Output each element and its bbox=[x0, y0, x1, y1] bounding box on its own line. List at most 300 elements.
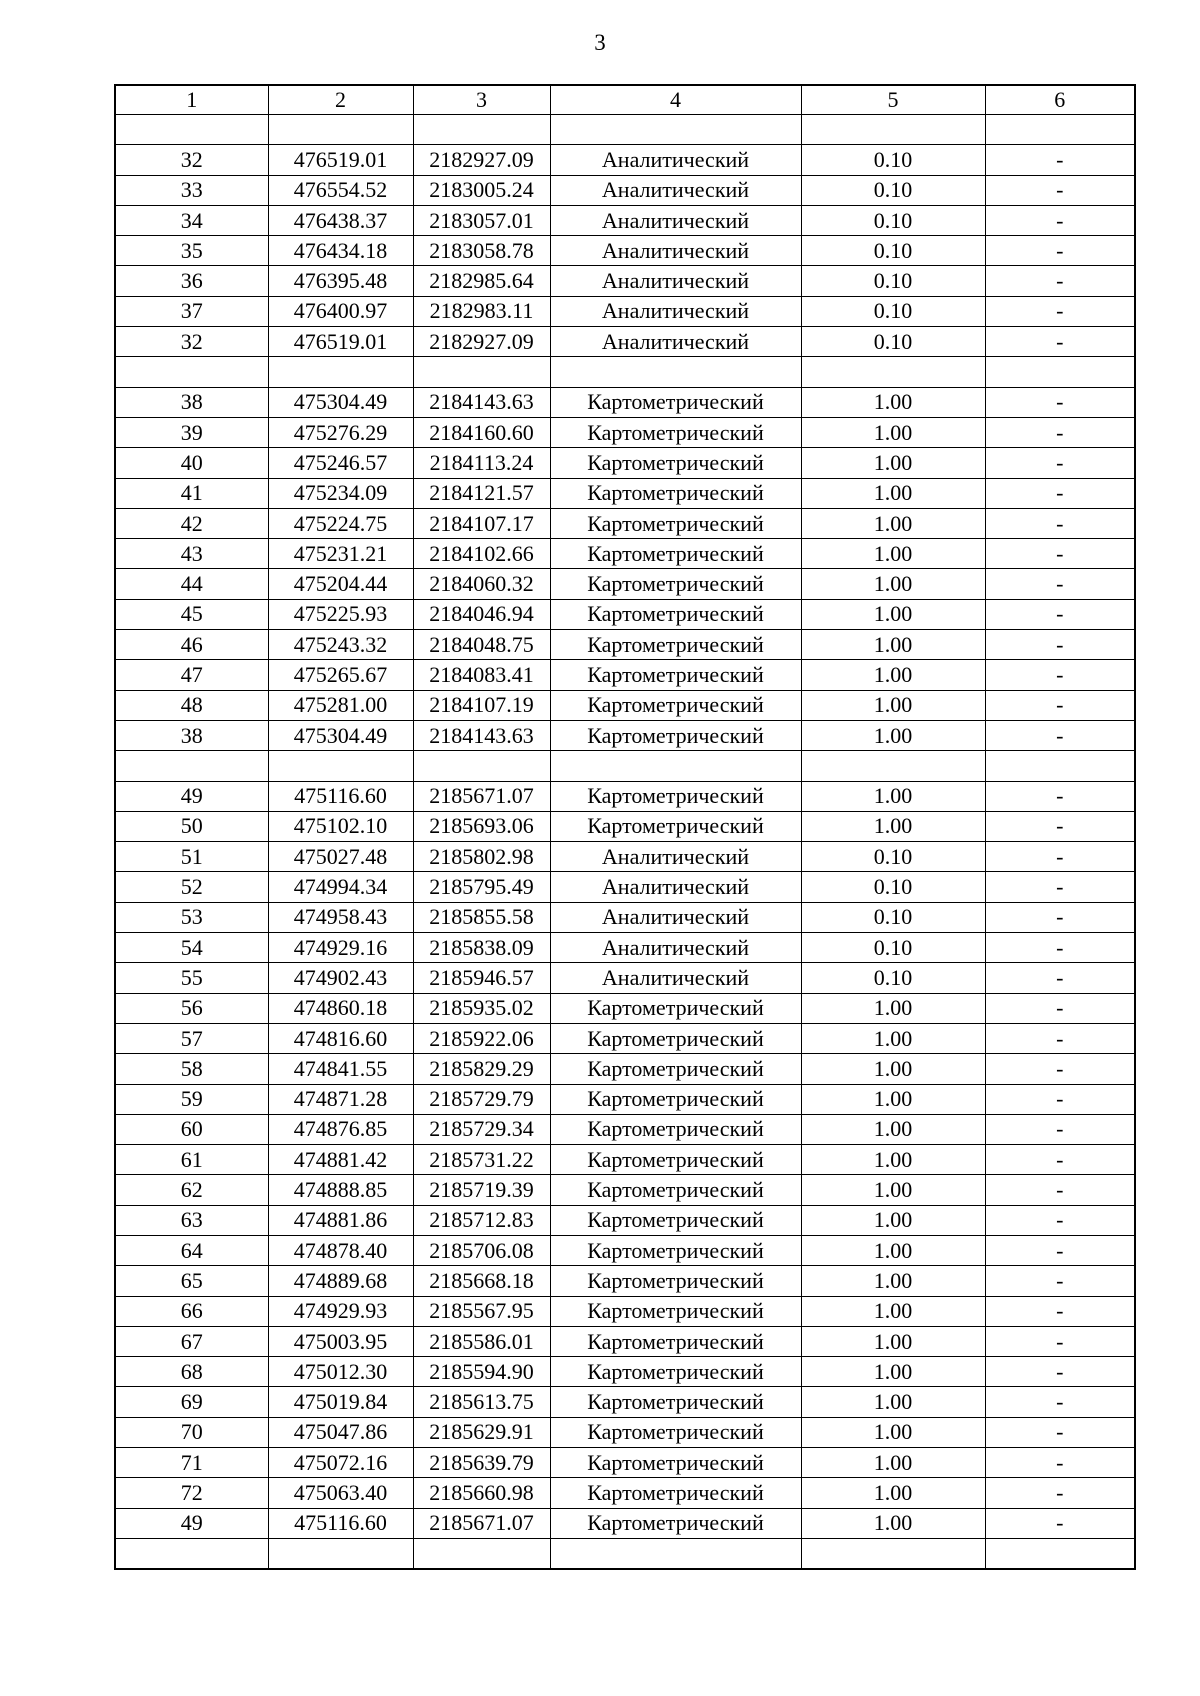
table-row bbox=[115, 327, 1135, 357]
x-coordinate-cell: 474889.68 bbox=[268, 1266, 413, 1296]
y-coordinate-cell: 2185712.83 bbox=[413, 1205, 550, 1235]
note-cell: - bbox=[985, 963, 1135, 993]
x-coordinate-cell: 476519.01 bbox=[268, 327, 413, 357]
method-cell: Аналитический bbox=[550, 327, 801, 357]
point-number-cell: 49 bbox=[115, 781, 268, 811]
note-cell: - bbox=[985, 508, 1135, 538]
accuracy-cell: 1.00 bbox=[801, 1266, 985, 1296]
accuracy-cell: 0.10 bbox=[801, 902, 985, 932]
point-number-cell: 57 bbox=[115, 1023, 268, 1053]
y-coordinate-cell: 2184113.24 bbox=[413, 448, 550, 478]
method-cell: Картометрический bbox=[550, 1145, 801, 1175]
y-coordinate-cell: 2185729.34 bbox=[413, 1114, 550, 1144]
y-coordinate-cell: 2185935.02 bbox=[413, 993, 550, 1023]
x-coordinate-cell: 475265.67 bbox=[268, 660, 413, 690]
accuracy-cell: 1.00 bbox=[801, 811, 985, 841]
y-coordinate-cell: 2184060.32 bbox=[413, 569, 550, 599]
method-cell: Аналитический bbox=[550, 236, 801, 266]
x-coordinate-cell: 476434.18 bbox=[268, 236, 413, 266]
note-cell: - bbox=[985, 236, 1135, 266]
accuracy-cell: 1.00 bbox=[801, 720, 985, 750]
table-row bbox=[115, 842, 1135, 872]
note-cell: - bbox=[985, 690, 1135, 720]
accuracy-cell: 1.00 bbox=[801, 599, 985, 629]
table-row bbox=[115, 115, 1135, 145]
x-coordinate-cell: 474871.28 bbox=[268, 1084, 413, 1114]
note-cell: - bbox=[985, 630, 1135, 660]
note-cell: - bbox=[985, 720, 1135, 750]
table-row bbox=[115, 1448, 1135, 1478]
table-row bbox=[115, 902, 1135, 932]
point-number-cell: 33 bbox=[115, 175, 268, 205]
method-cell bbox=[550, 115, 801, 145]
point-number-cell: 49 bbox=[115, 1508, 268, 1538]
method-cell: Аналитический bbox=[550, 842, 801, 872]
x-coordinate-cell: 474994.34 bbox=[268, 872, 413, 902]
note-cell: - bbox=[985, 1387, 1135, 1417]
method-cell: Картометрический bbox=[550, 1114, 801, 1144]
table-row bbox=[115, 630, 1135, 660]
accuracy-cell: 1.00 bbox=[801, 478, 985, 508]
y-coordinate-cell: 2185838.09 bbox=[413, 933, 550, 963]
method-cell: Картометрический bbox=[550, 569, 801, 599]
method-cell: Картометрический bbox=[550, 1508, 801, 1538]
table-row bbox=[115, 1205, 1135, 1235]
x-coordinate-cell: 474881.86 bbox=[268, 1205, 413, 1235]
table-row bbox=[115, 1235, 1135, 1265]
method-cell: Картометрический bbox=[550, 448, 801, 478]
x-coordinate-cell: 474929.93 bbox=[268, 1296, 413, 1326]
note-cell: - bbox=[985, 811, 1135, 841]
y-coordinate-cell: 2185629.91 bbox=[413, 1417, 550, 1447]
y-coordinate-cell: 2185802.98 bbox=[413, 842, 550, 872]
table-row bbox=[115, 478, 1135, 508]
accuracy-cell: 0.10 bbox=[801, 933, 985, 963]
method-cell: Аналитический bbox=[550, 902, 801, 932]
method-cell bbox=[550, 357, 801, 387]
note-cell bbox=[985, 1538, 1135, 1569]
method-cell: Аналитический bbox=[550, 963, 801, 993]
accuracy-cell: 1.00 bbox=[801, 1084, 985, 1114]
x-coordinate-cell: 474860.18 bbox=[268, 993, 413, 1023]
point-number-cell: 70 bbox=[115, 1417, 268, 1447]
y-coordinate-cell: 2184160.60 bbox=[413, 417, 550, 447]
y-coordinate-cell: 2184046.94 bbox=[413, 599, 550, 629]
y-coordinate-cell: 2182927.09 bbox=[413, 327, 550, 357]
x-coordinate-cell: 475047.86 bbox=[268, 1417, 413, 1447]
method-cell: Аналитический bbox=[550, 296, 801, 326]
accuracy-cell: 1.00 bbox=[801, 1326, 985, 1356]
method-cell: Картометрический bbox=[550, 1205, 801, 1235]
point-number-cell: 54 bbox=[115, 933, 268, 963]
y-coordinate-cell: 2185855.58 bbox=[413, 902, 550, 932]
accuracy-cell: 1.00 bbox=[801, 508, 985, 538]
method-cell: Картометрический bbox=[550, 478, 801, 508]
note-cell: - bbox=[985, 1266, 1135, 1296]
x-coordinate-cell bbox=[268, 357, 413, 387]
table-row bbox=[115, 205, 1135, 235]
note-cell: - bbox=[985, 1145, 1135, 1175]
table-row bbox=[115, 1417, 1135, 1447]
point-number-cell: 62 bbox=[115, 1175, 268, 1205]
note-cell: - bbox=[985, 175, 1135, 205]
accuracy-cell: 1.00 bbox=[801, 781, 985, 811]
table-row bbox=[115, 751, 1135, 781]
x-coordinate-cell: 475116.60 bbox=[268, 781, 413, 811]
x-coordinate-cell: 475234.09 bbox=[268, 478, 413, 508]
point-number-cell: 46 bbox=[115, 630, 268, 660]
table-row bbox=[115, 993, 1135, 1023]
point-number-cell bbox=[115, 751, 268, 781]
note-cell: - bbox=[985, 539, 1135, 569]
accuracy-cell: 1.00 bbox=[801, 1296, 985, 1326]
y-coordinate-cell: 2184102.66 bbox=[413, 539, 550, 569]
note-cell: - bbox=[985, 1235, 1135, 1265]
x-coordinate-cell: 475102.10 bbox=[268, 811, 413, 841]
x-coordinate-cell: 475116.60 bbox=[268, 1508, 413, 1538]
point-number-cell: 38 bbox=[115, 387, 268, 417]
y-coordinate-cell: 2185639.79 bbox=[413, 1448, 550, 1478]
method-cell: Картометрический bbox=[550, 1023, 801, 1053]
header-cell-1: 1 bbox=[115, 85, 268, 115]
y-coordinate-cell: 2184083.41 bbox=[413, 660, 550, 690]
y-coordinate-cell: 2185731.22 bbox=[413, 1145, 550, 1175]
x-coordinate-cell: 474876.85 bbox=[268, 1114, 413, 1144]
table-row bbox=[115, 448, 1135, 478]
accuracy-cell: 1.00 bbox=[801, 448, 985, 478]
accuracy-cell: 1.00 bbox=[801, 1387, 985, 1417]
table-row bbox=[115, 1114, 1135, 1144]
method-cell: Картометрический bbox=[550, 630, 801, 660]
x-coordinate-cell: 475063.40 bbox=[268, 1478, 413, 1508]
method-cell: Картометрический bbox=[550, 1296, 801, 1326]
method-cell: Картометрический bbox=[550, 1054, 801, 1084]
point-number-cell: 47 bbox=[115, 660, 268, 690]
accuracy-cell: 1.00 bbox=[801, 1478, 985, 1508]
x-coordinate-cell: 476395.48 bbox=[268, 266, 413, 296]
y-coordinate-cell: 2185586.01 bbox=[413, 1326, 550, 1356]
method-cell: Картометрический bbox=[550, 1235, 801, 1265]
x-coordinate-cell: 476400.97 bbox=[268, 296, 413, 326]
method-cell bbox=[550, 751, 801, 781]
x-coordinate-cell: 475204.44 bbox=[268, 569, 413, 599]
point-number-cell: 32 bbox=[115, 327, 268, 357]
point-number-cell: 63 bbox=[115, 1205, 268, 1235]
y-coordinate-cell: 2185567.95 bbox=[413, 1296, 550, 1326]
method-cell: Картометрический bbox=[550, 1387, 801, 1417]
point-number-cell: 72 bbox=[115, 1478, 268, 1508]
y-coordinate-cell: 2185613.75 bbox=[413, 1387, 550, 1417]
accuracy-cell: 1.00 bbox=[801, 1054, 985, 1084]
y-coordinate-cell: 2185668.18 bbox=[413, 1266, 550, 1296]
note-cell: - bbox=[985, 1054, 1135, 1084]
x-coordinate-cell: 475246.57 bbox=[268, 448, 413, 478]
accuracy-cell: 1.00 bbox=[801, 1448, 985, 1478]
note-cell: - bbox=[985, 660, 1135, 690]
point-number-cell: 52 bbox=[115, 872, 268, 902]
x-coordinate-cell: 475072.16 bbox=[268, 1448, 413, 1478]
note-cell: - bbox=[985, 599, 1135, 629]
table-row bbox=[115, 1145, 1135, 1175]
method-cell: Картометрический bbox=[550, 1357, 801, 1387]
note-cell: - bbox=[985, 296, 1135, 326]
method-cell: Картометрический bbox=[550, 660, 801, 690]
table-row bbox=[115, 1084, 1135, 1114]
x-coordinate-cell: 474929.16 bbox=[268, 933, 413, 963]
note-cell: - bbox=[985, 902, 1135, 932]
note-cell: - bbox=[985, 1296, 1135, 1326]
table-row bbox=[115, 417, 1135, 447]
accuracy-cell: 1.00 bbox=[801, 1508, 985, 1538]
note-cell: - bbox=[985, 1508, 1135, 1538]
header-cell-6: 6 bbox=[985, 85, 1135, 115]
note-cell: - bbox=[985, 993, 1135, 1023]
accuracy-cell bbox=[801, 1538, 985, 1569]
method-cell: Картометрический bbox=[550, 781, 801, 811]
accuracy-cell: 0.10 bbox=[801, 145, 985, 175]
accuracy-cell bbox=[801, 751, 985, 781]
method-cell: Аналитический bbox=[550, 933, 801, 963]
accuracy-cell: 1.00 bbox=[801, 630, 985, 660]
table-row bbox=[115, 569, 1135, 599]
point-number-cell: 66 bbox=[115, 1296, 268, 1326]
note-cell: - bbox=[985, 1448, 1135, 1478]
table-row bbox=[115, 145, 1135, 175]
y-coordinate-cell bbox=[413, 1538, 550, 1569]
point-number-cell: 36 bbox=[115, 266, 268, 296]
table-row bbox=[115, 1326, 1135, 1356]
note-cell: - bbox=[985, 478, 1135, 508]
x-coordinate-cell bbox=[268, 751, 413, 781]
method-cell: Картометрический bbox=[550, 508, 801, 538]
point-number-cell: 40 bbox=[115, 448, 268, 478]
method-cell: Аналитический bbox=[550, 175, 801, 205]
method-cell: Аналитический bbox=[550, 872, 801, 902]
y-coordinate-cell bbox=[413, 751, 550, 781]
table-row bbox=[115, 387, 1135, 417]
x-coordinate-cell: 474888.85 bbox=[268, 1175, 413, 1205]
page-number: 3 bbox=[594, 30, 606, 55]
note-cell: - bbox=[985, 145, 1135, 175]
point-number-cell: 53 bbox=[115, 902, 268, 932]
table-row bbox=[115, 1296, 1135, 1326]
accuracy-cell: 0.10 bbox=[801, 327, 985, 357]
y-coordinate-cell bbox=[413, 357, 550, 387]
x-coordinate-cell: 474878.40 bbox=[268, 1235, 413, 1265]
note-cell: - bbox=[985, 327, 1135, 357]
accuracy-cell: 1.00 bbox=[801, 1114, 985, 1144]
x-coordinate-cell: 476519.01 bbox=[268, 145, 413, 175]
note-cell: - bbox=[985, 387, 1135, 417]
y-coordinate-cell: 2183057.01 bbox=[413, 205, 550, 235]
table-body bbox=[115, 85, 1135, 1569]
note-cell: - bbox=[985, 1175, 1135, 1205]
point-number-cell: 59 bbox=[115, 1084, 268, 1114]
y-coordinate-cell: 2185671.07 bbox=[413, 781, 550, 811]
table-row bbox=[115, 963, 1135, 993]
y-coordinate-cell: 2184143.63 bbox=[413, 387, 550, 417]
note-cell: - bbox=[985, 781, 1135, 811]
table-row bbox=[115, 357, 1135, 387]
table-row bbox=[115, 1508, 1135, 1538]
coordinates-table bbox=[114, 84, 1136, 1570]
method-cell: Картометрический bbox=[550, 1084, 801, 1114]
y-coordinate-cell: 2185795.49 bbox=[413, 872, 550, 902]
x-coordinate-cell: 475304.49 bbox=[268, 720, 413, 750]
accuracy-cell: 1.00 bbox=[801, 1205, 985, 1235]
header-cell-3: 3 bbox=[413, 85, 550, 115]
point-number-cell: 48 bbox=[115, 690, 268, 720]
note-cell: - bbox=[985, 448, 1135, 478]
table-row bbox=[115, 599, 1135, 629]
point-number-cell: 71 bbox=[115, 1448, 268, 1478]
table-row bbox=[115, 175, 1135, 205]
table-row bbox=[115, 690, 1135, 720]
y-coordinate-cell: 2185922.06 bbox=[413, 1023, 550, 1053]
y-coordinate-cell: 2185946.57 bbox=[413, 963, 550, 993]
table-row bbox=[115, 296, 1135, 326]
y-coordinate-cell bbox=[413, 115, 550, 145]
point-number-cell: 35 bbox=[115, 236, 268, 266]
y-coordinate-cell: 2183005.24 bbox=[413, 175, 550, 205]
point-number-cell: 61 bbox=[115, 1145, 268, 1175]
accuracy-cell: 1.00 bbox=[801, 1417, 985, 1447]
y-coordinate-cell: 2184107.19 bbox=[413, 690, 550, 720]
accuracy-cell bbox=[801, 357, 985, 387]
point-number-cell: 32 bbox=[115, 145, 268, 175]
accuracy-cell: 0.10 bbox=[801, 205, 985, 235]
method-cell: Аналитический bbox=[550, 266, 801, 296]
note-cell: - bbox=[985, 1114, 1135, 1144]
point-number-cell: 50 bbox=[115, 811, 268, 841]
point-number-cell: 65 bbox=[115, 1266, 268, 1296]
x-coordinate-cell: 476438.37 bbox=[268, 205, 413, 235]
method-cell: Картометрический bbox=[550, 993, 801, 1023]
x-coordinate-cell: 475304.49 bbox=[268, 387, 413, 417]
y-coordinate-cell: 2185671.07 bbox=[413, 1508, 550, 1538]
y-coordinate-cell: 2185660.98 bbox=[413, 1478, 550, 1508]
y-coordinate-cell: 2183058.78 bbox=[413, 236, 550, 266]
x-coordinate-cell: 475019.84 bbox=[268, 1387, 413, 1417]
note-cell bbox=[985, 357, 1135, 387]
y-coordinate-cell: 2184048.75 bbox=[413, 630, 550, 660]
table-row bbox=[115, 872, 1135, 902]
x-coordinate-cell: 476554.52 bbox=[268, 175, 413, 205]
header-cell-4: 4 bbox=[550, 85, 801, 115]
table-row bbox=[115, 1054, 1135, 1084]
accuracy-cell: 0.10 bbox=[801, 266, 985, 296]
point-number-cell bbox=[115, 357, 268, 387]
accuracy-cell: 1.00 bbox=[801, 1023, 985, 1053]
note-cell: - bbox=[985, 205, 1135, 235]
note-cell: - bbox=[985, 1205, 1135, 1235]
accuracy-cell bbox=[801, 115, 985, 145]
point-number-cell: 41 bbox=[115, 478, 268, 508]
note-cell: - bbox=[985, 417, 1135, 447]
point-number-cell: 39 bbox=[115, 417, 268, 447]
table-row bbox=[115, 266, 1135, 296]
y-coordinate-cell: 2185693.06 bbox=[413, 811, 550, 841]
method-cell bbox=[550, 1538, 801, 1569]
note-cell: - bbox=[985, 1084, 1135, 1114]
method-cell: Картометрический bbox=[550, 690, 801, 720]
table-row bbox=[115, 1266, 1135, 1296]
point-number-cell: 60 bbox=[115, 1114, 268, 1144]
accuracy-cell: 1.00 bbox=[801, 1145, 985, 1175]
accuracy-cell: 1.00 bbox=[801, 690, 985, 720]
point-number-cell bbox=[115, 1538, 268, 1569]
note-cell: - bbox=[985, 1417, 1135, 1447]
method-cell: Картометрический bbox=[550, 1417, 801, 1447]
accuracy-cell: 1.00 bbox=[801, 569, 985, 599]
method-cell: Аналитический bbox=[550, 205, 801, 235]
table-row bbox=[115, 236, 1135, 266]
table-row bbox=[115, 1357, 1135, 1387]
x-coordinate-cell: 475012.30 bbox=[268, 1357, 413, 1387]
accuracy-cell: 1.00 bbox=[801, 417, 985, 447]
y-coordinate-cell: 2185719.39 bbox=[413, 1175, 550, 1205]
note-cell: - bbox=[985, 1357, 1135, 1387]
method-cell: Аналитический bbox=[550, 145, 801, 175]
note-cell bbox=[985, 751, 1135, 781]
x-coordinate-cell: 474958.43 bbox=[268, 902, 413, 932]
point-number-cell: 34 bbox=[115, 205, 268, 235]
x-coordinate-cell: 474881.42 bbox=[268, 1145, 413, 1175]
point-number-cell: 45 bbox=[115, 599, 268, 629]
note-cell: - bbox=[985, 872, 1135, 902]
method-cell: Картометрический bbox=[550, 599, 801, 629]
table-row bbox=[115, 720, 1135, 750]
accuracy-cell: 1.00 bbox=[801, 387, 985, 417]
x-coordinate-cell bbox=[268, 115, 413, 145]
accuracy-cell: 0.10 bbox=[801, 175, 985, 205]
x-coordinate-cell bbox=[268, 1538, 413, 1569]
point-number-cell: 42 bbox=[115, 508, 268, 538]
table-header-row bbox=[115, 85, 1135, 115]
point-number-cell: 55 bbox=[115, 963, 268, 993]
method-cell: Картометрический bbox=[550, 1175, 801, 1205]
point-number-cell: 56 bbox=[115, 993, 268, 1023]
x-coordinate-cell: 475224.75 bbox=[268, 508, 413, 538]
table-row bbox=[115, 811, 1135, 841]
y-coordinate-cell: 2182985.64 bbox=[413, 266, 550, 296]
method-cell: Картометрический bbox=[550, 417, 801, 447]
table-row bbox=[115, 781, 1135, 811]
accuracy-cell: 0.10 bbox=[801, 296, 985, 326]
accuracy-cell: 0.10 bbox=[801, 963, 985, 993]
method-cell: Картометрический bbox=[550, 811, 801, 841]
table-row bbox=[115, 1175, 1135, 1205]
point-number-cell: 43 bbox=[115, 539, 268, 569]
accuracy-cell: 0.10 bbox=[801, 872, 985, 902]
accuracy-cell: 1.00 bbox=[801, 993, 985, 1023]
accuracy-cell: 1.00 bbox=[801, 1175, 985, 1205]
y-coordinate-cell: 2182927.09 bbox=[413, 145, 550, 175]
table-row bbox=[115, 1023, 1135, 1053]
y-coordinate-cell: 2182983.11 bbox=[413, 296, 550, 326]
point-number-cell: 68 bbox=[115, 1357, 268, 1387]
y-coordinate-cell: 2185829.29 bbox=[413, 1054, 550, 1084]
x-coordinate-cell: 475225.93 bbox=[268, 599, 413, 629]
point-number-cell: 58 bbox=[115, 1054, 268, 1084]
method-cell: Картометрический bbox=[550, 1326, 801, 1356]
note-cell: - bbox=[985, 1478, 1135, 1508]
header-cell-2: 2 bbox=[268, 85, 413, 115]
method-cell: Картометрический bbox=[550, 1448, 801, 1478]
x-coordinate-cell: 474816.60 bbox=[268, 1023, 413, 1053]
note-cell: - bbox=[985, 1326, 1135, 1356]
point-number-cell: 69 bbox=[115, 1387, 268, 1417]
